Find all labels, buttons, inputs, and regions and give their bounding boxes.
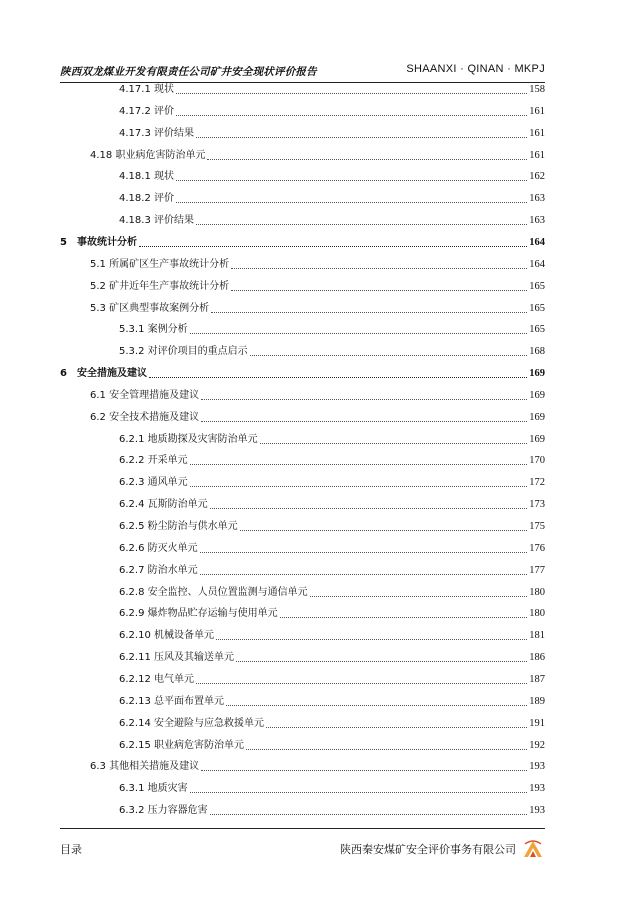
toc-entry[interactable]	[60, 452, 545, 468]
toc-dot-leader	[201, 770, 527, 771]
toc-entry[interactable]	[60, 103, 545, 119]
toc-entry-title: 4.17.1 现状	[119, 84, 174, 95]
toc-page-number: 169	[529, 368, 545, 380]
toc-page-number: 168	[529, 346, 545, 358]
toc-entry[interactable]	[60, 802, 545, 818]
toc-page-number: 165	[529, 280, 545, 292]
toc-dot-leader	[231, 268, 527, 269]
page-header	[60, 62, 545, 83]
toc-entry[interactable]	[60, 584, 545, 600]
toc-entry-title: 6.2.14 安全避险与应急救援单元	[119, 717, 264, 729]
toc-entry[interactable]	[60, 234, 545, 250]
toc-entry-title: 6.2 安全技术措施及建议	[90, 411, 200, 423]
toc-dot-leader	[196, 683, 527, 684]
toc-page-number: 161	[529, 127, 545, 139]
toc-entry[interactable]	[60, 343, 545, 359]
toc-page-number: 161	[529, 105, 545, 117]
toc-page-number: 169	[529, 389, 545, 401]
toc-page-number: 164	[529, 258, 545, 270]
toc-page-number: 193	[529, 761, 545, 773]
report-title: 陕西双龙煤业开发有限责任公司矿井安全现状评价报告	[60, 66, 317, 78]
toc-dot-leader	[196, 137, 527, 138]
toc-dot-leader	[236, 661, 527, 662]
toc-page-number: 163	[529, 193, 545, 205]
toc-entry-title: 5.2 矿井近年生产事故统计分析	[90, 280, 230, 292]
toc-entry-title: 6.2.9 爆炸物品贮存运输与使用单元	[119, 608, 278, 620]
toc-page-number: 192	[529, 739, 545, 751]
toc-entry[interactable]	[60, 605, 545, 621]
toc-entry-title: 6.2.8 安全监控、人员位置监测与通信单元	[119, 586, 308, 598]
toc-dot-leader	[149, 377, 527, 378]
toc-dot-leader	[211, 312, 527, 313]
toc-entry-title: 5.3 矿区典型事故案例分析	[90, 302, 210, 314]
toc-entry-title: 4.17.2 评价	[119, 105, 174, 117]
toc-entry[interactable]	[60, 147, 545, 163]
toc-entry[interactable]	[60, 496, 545, 512]
toc-entry-title: 6.2.5 粉尘防治与供水单元	[119, 521, 238, 532]
toc-entry-title: 6.2.11 压风及其输送单元	[119, 652, 234, 664]
toc-page-number: 193	[529, 783, 545, 795]
toc-entry[interactable]	[60, 321, 545, 337]
toc-dot-leader	[210, 508, 528, 509]
toc-page-number: 193	[529, 805, 545, 817]
toc-entry-title: 6.2.3 通风单元	[119, 477, 188, 489]
footer-company-name: 陕西秦安煤矿安全评价事务有限公司	[340, 843, 516, 856]
toc-entry-title: 6 安全措施及建议	[60, 368, 147, 380]
toc-entry-title: 6.3.1 地质灾害	[119, 783, 188, 795]
toc-entry[interactable]	[60, 737, 545, 753]
toc-page-number: 180	[529, 608, 545, 620]
toc-entry[interactable]	[60, 168, 545, 184]
toc-entry-title: 4.18.3 评价结果	[119, 215, 194, 227]
toc-page-number: 165	[529, 302, 545, 314]
toc-entry[interactable]	[60, 190, 545, 206]
toc-entry-title: 6.2.15 职业病危害防治单元	[119, 739, 244, 751]
toc-entry[interactable]	[60, 300, 545, 316]
toc-entry-title: 6.1 安全管理措施及建议	[90, 389, 200, 401]
toc-entry[interactable]	[60, 715, 545, 731]
toc-page-number: 189	[529, 695, 545, 707]
toc-dot-leader	[176, 93, 527, 94]
toc-entry-title: 6.2.13 总平面布置单元	[119, 695, 224, 707]
toc-entry[interactable]	[60, 409, 545, 425]
toc-page-number: 180	[529, 586, 545, 598]
toc-dot-leader	[231, 290, 527, 291]
toc-entry-title: 6.2.7 防治水单元	[119, 564, 198, 576]
toc-dot-leader	[250, 355, 528, 356]
toc-dot-leader	[266, 727, 527, 728]
toc-entry-title: 6.2.1 地质勘探及灾害防治单元	[119, 433, 258, 445]
toc-entry-title: 6.2.4 瓦斯防治单元	[119, 499, 208, 511]
toc-entry[interactable]	[60, 125, 545, 141]
toc-dot-leader	[260, 443, 528, 444]
toc-entry-title: 5.3.1 案例分析	[119, 324, 188, 336]
toc-entry-title: 4.17.3 评价结果	[119, 127, 194, 139]
footer-section-name: 目录	[60, 843, 82, 856]
toc-dot-leader	[176, 202, 527, 203]
toc-dot-leader	[190, 792, 528, 793]
toc-entry-title: 4.18.2 评价	[119, 193, 174, 205]
toc-entry-title: 6.3 其他相关措施及建议	[90, 761, 200, 773]
toc-entry[interactable]	[60, 81, 545, 97]
toc-entry[interactable]	[60, 431, 545, 447]
toc-page-number: 164	[529, 236, 545, 248]
toc-entry[interactable]	[60, 562, 545, 578]
toc-page-number: 158	[529, 84, 545, 95]
toc-entry[interactable]	[60, 256, 545, 272]
toc-page-number: 173	[529, 499, 545, 511]
toc-dot-leader	[226, 705, 527, 706]
toc-page-number: 162	[529, 171, 545, 183]
toc-dot-leader	[201, 421, 527, 422]
toc-entry-title: 6.2.6 防灭火单元	[119, 542, 198, 554]
toc-dot-leader	[200, 552, 528, 553]
toc-dot-leader	[246, 749, 527, 750]
toc-entry[interactable]	[60, 627, 545, 643]
toc-page-number: 186	[529, 652, 545, 664]
toc-dot-leader	[207, 159, 527, 160]
toc-entry[interactable]	[60, 278, 545, 294]
toc-entry-title: 6.2.10 机械设备单元	[119, 630, 214, 642]
toc-entry-title: 4.18 职业病危害防治单元	[90, 149, 206, 161]
toc-page-number: 165	[529, 324, 545, 336]
toc-entry[interactable]	[60, 693, 545, 709]
toc-page-number: 169	[529, 411, 545, 423]
footer-divider	[60, 828, 545, 829]
toc-entry[interactable]	[60, 758, 545, 774]
toc-entry-title: 5 事故统计分析	[60, 236, 137, 248]
toc-page-number: 169	[529, 433, 545, 445]
toc-dot-leader	[196, 224, 527, 225]
toc-dot-leader	[240, 530, 528, 531]
toc-entry-title: 5.3.2 对评价项目的重点启示	[119, 346, 248, 358]
toc-dot-leader	[216, 639, 527, 640]
header-code: SHAANXI · QINAN · MKPJ	[406, 63, 545, 75]
toc-entry[interactable]	[60, 518, 545, 534]
toc-entry[interactable]	[60, 671, 545, 687]
toc-entry[interactable]	[60, 365, 545, 381]
toc-dot-leader	[310, 596, 528, 597]
toc-dot-leader	[139, 246, 527, 247]
toc-page-number: 172	[529, 477, 545, 489]
toc-dot-leader	[190, 486, 528, 487]
toc-entry[interactable]	[60, 474, 545, 490]
toc-page-number: 163	[529, 215, 545, 227]
toc-dot-leader	[201, 399, 527, 400]
toc-page-number: 181	[529, 630, 545, 642]
toc-entry[interactable]	[60, 780, 545, 796]
toc-dot-leader	[190, 333, 528, 334]
toc-entry-title: 6.2.2 开采单元	[119, 455, 188, 467]
toc-dot-leader	[200, 574, 528, 575]
toc-entry[interactable]	[60, 649, 545, 665]
toc-dot-leader	[176, 180, 527, 181]
toc-entry-title: 4.18.1 现状	[119, 171, 174, 183]
toc-page-number: 170	[529, 455, 545, 467]
toc-entry[interactable]	[60, 540, 545, 556]
toc-entry-title: 6.2.12 电气单元	[119, 673, 194, 685]
toc-entry-title: 6.3.2 压力容器危害	[119, 805, 208, 817]
toc-page-number: 191	[529, 717, 545, 729]
toc-dot-leader	[176, 115, 527, 116]
toc-page-number: 176	[529, 542, 545, 554]
toc-entry[interactable]	[60, 387, 545, 403]
toc-page-number: 187	[529, 673, 545, 685]
toc-entry-title: 5.1 所属矿区生产事故统计分析	[90, 258, 230, 270]
toc-page-number: 161	[529, 149, 545, 161]
toc-dot-leader	[280, 617, 528, 618]
company-logo-icon	[522, 838, 544, 858]
toc-dot-leader	[190, 464, 528, 465]
toc-page-number: 175	[529, 521, 545, 532]
toc-entry[interactable]	[60, 212, 545, 228]
toc-dot-leader	[210, 814, 528, 815]
toc-page-number: 177	[529, 564, 545, 576]
